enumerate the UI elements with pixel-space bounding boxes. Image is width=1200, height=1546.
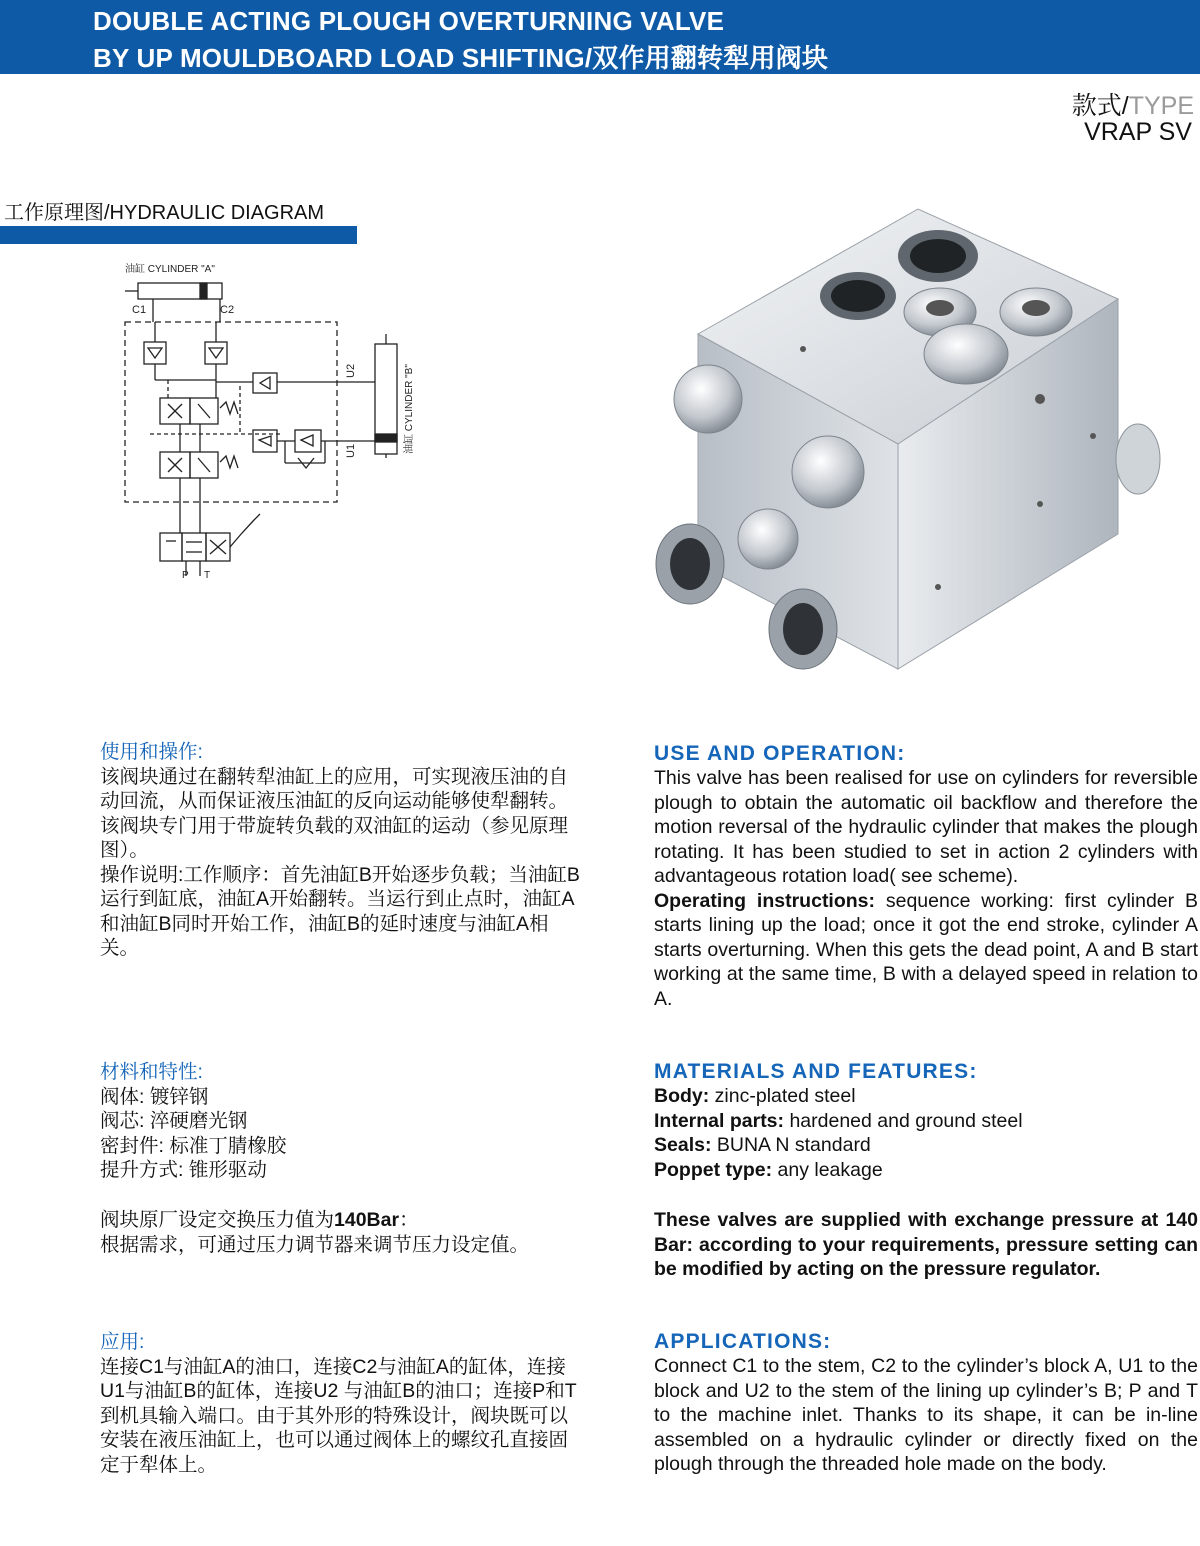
title-line-2: BY UP MOULDBOARD LOAD SHIFTING/双作用翻转犁用阀块 <box>93 43 829 73</box>
en-internal-label: Internal parts: <box>654 1109 785 1132</box>
zh-pressure-value: 140Bar <box>334 1209 400 1231</box>
header-banner <box>0 0 1200 74</box>
zh-material-seals: 密封件: 标准丁腈橡胶 <box>100 1134 287 1157</box>
title-line-1: DOUBLE ACTING PLOUGH OVERTURNING VALVE <box>93 6 725 36</box>
type-label-zh: 款式/ <box>1071 92 1129 120</box>
zh-applications-title: 应用: <box>100 1331 145 1353</box>
en-pressure-body: These valves are supplied with exchange pressure at 140 Bar: according to your requirements, pressure setting can be modified by acting on the pressure regulator. <box>654 1209 1198 1280</box>
en-poppet-value: any leakage <box>777 1158 883 1181</box>
type-value: VRAP SV <box>1084 118 1192 146</box>
port-p-label: P <box>182 570 189 581</box>
cylinder-a-shape <box>138 283 222 299</box>
zh-use-title: 使用和操作: <box>100 741 203 763</box>
en-operation-label: Operating instructions: <box>654 889 876 912</box>
en-body-value: zinc-plated steel <box>714 1085 856 1107</box>
port-c2-label: C2 <box>220 304 235 316</box>
port-c1-label: C1 <box>132 304 147 316</box>
zh-pressure-section <box>100 1208 580 1257</box>
hydraulic-diagram <box>120 258 420 588</box>
en-applications-section <box>654 1330 1198 1477</box>
en-applications-title: APPLICATIONS: <box>654 1330 832 1353</box>
zh-material-body: 阀体: 镀锌钢 <box>100 1085 209 1108</box>
zh-pressure-prefix: 阀块原厂设定交换压力值为 <box>100 1209 335 1231</box>
zh-materials-title: 材料和特性: <box>100 1061 203 1083</box>
valve-block-image <box>648 204 1168 674</box>
cylinder-b-label: 油缸 CYLINDER "B" <box>404 364 415 454</box>
en-seals-value: BUNA N standard <box>716 1134 871 1156</box>
diagram-title: 工作原理图/HYDRAULIC DIAGRAM <box>4 202 325 224</box>
zh-pressure-colon: ： <box>399 1209 419 1231</box>
diagram-title-bar <box>0 226 357 244</box>
en-materials-section <box>654 1060 1198 1182</box>
type-label <box>1072 86 1194 122</box>
en-material-poppet <box>654 1158 1198 1183</box>
zh-use-section <box>100 740 580 961</box>
en-use-title: USE AND OPERATION: <box>654 742 906 765</box>
zh-applications-section <box>100 1330 580 1477</box>
cylinder-a-label: 油缸 CYLINDER "A" <box>125 264 215 275</box>
en-material-seals <box>654 1133 1198 1158</box>
en-use-section <box>654 742 1198 1011</box>
zh-use-body: 该阀块通过在翻转犁油缸上的应用，可实现液压油的自动回流，从而保证液压油缸的反向运动能够使犁翻转。该阀块专门用于带旋转负载的双油缸的运动（参见原理图）。 <box>100 765 569 861</box>
zh-material-poppet: 提升方式: 锥形驱动 <box>100 1159 267 1181</box>
en-seals-label: Seals: <box>654 1134 712 1156</box>
zh-material-internal: 阀芯: 淬硬磨光钢 <box>100 1110 248 1132</box>
en-applications-body: Connect C1 to the stem, C2 to the cylinder’s block A, U1 to the block and U2 to the stem of the lining up cylinder’s B; P and T to the machine inlet. Thanks to its shape, it can be in-line assembled on a hydraulic cylinder or directly fixed on the plough through the threaded hole made on the body. <box>654 1355 1198 1475</box>
en-poppet-label: Poppet type: <box>654 1158 773 1181</box>
zh-applications-body: 连接C1与油缸A的油口，连接C2与油缸A的缸体，连接U1与油缸B的缸体，连接U2 与油缸B的油口；连接P和T到机具输入端口。由于其外形的特殊设计，阀块既可以安装在液压油缸上，也可以通过阀体上的螺纹孔直接固定于犁体上。 <box>100 1355 577 1476</box>
en-pressure-section <box>654 1208 1198 1282</box>
en-material-body <box>654 1084 1198 1109</box>
en-use-body: This valve has been realised for use on cylinders for reversible plough to obtain the automatic oil backflow and therefore the motion reversal of the hydraulic cylinder that makes the plough rotating. It has been studied to set in action 2 cylinders with advantageous rotation load( see scheme). <box>654 767 1198 887</box>
port-t-label: T <box>204 570 211 581</box>
en-material-internal <box>654 1109 1198 1134</box>
en-operation-body: sequence working: first cylinder B starts lining up the load; once it got the end stroke, cylinder A starts overturning. When this gets the dead point, A and B start working at the same time, B with a delayed speed in relation to A. <box>654 889 1198 1010</box>
zh-pressure-body: 根据需求，可通过压力调节器来调节压力设定值。 <box>100 1233 530 1256</box>
en-operation-para <box>654 889 1198 1012</box>
port-u1-label: U1 <box>345 443 357 458</box>
port-u2-label: U2 <box>345 363 357 378</box>
en-body-label: Body: <box>654 1085 710 1107</box>
type-label-en: TYPE <box>1128 92 1194 120</box>
zh-operation-body: 操作说明:工作顺序：首先油缸B开始逐步负载；当油缸B运行到缸底，油缸A开始翻转。当运行到止点时，油缸A和油缸B同时开始工作，油缸B的延时速度与油缸A相关。 <box>100 863 580 959</box>
en-materials-title: MATERIALS AND FEATURES: <box>654 1060 978 1083</box>
en-internal-value: hardened and ground steel <box>789 1109 1023 1132</box>
zh-pressure-line <box>100 1208 580 1233</box>
zh-materials-section <box>100 1060 580 1183</box>
